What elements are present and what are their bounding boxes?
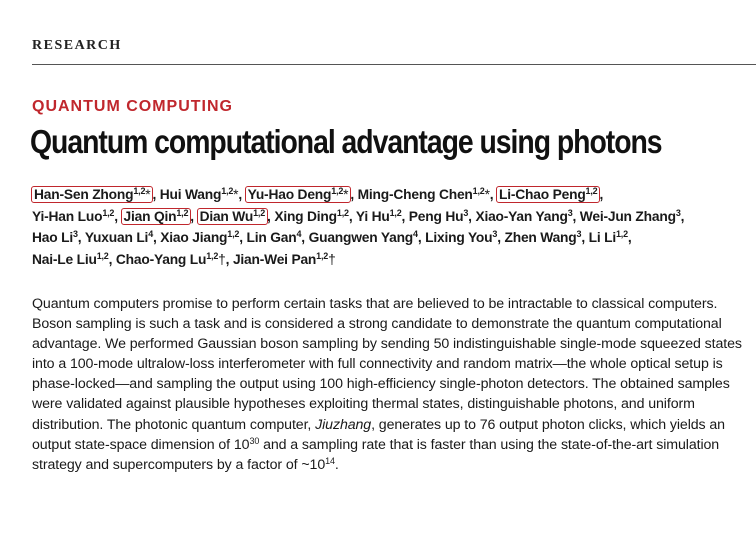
- author-name: [31, 186, 153, 203]
- author-mark: *: [145, 187, 151, 202]
- abstract-text-4: .: [334, 456, 339, 473]
- author-mark: †: [218, 251, 226, 267]
- kicker: QUANTUM COMPUTING: [32, 98, 233, 115]
- author-affiliation: 1,2: [253, 207, 266, 218]
- author-affiliation: 1,2: [331, 186, 344, 196]
- author-name: [233, 252, 336, 267]
- author-name: [409, 209, 468, 224]
- author-affiliation: 1,2: [221, 186, 234, 196]
- author-affiliation: 1,2: [102, 207, 115, 218]
- author-name-text: Ming-Cheng Chen: [357, 187, 473, 202]
- author-name: [121, 208, 192, 225]
- author-affiliation: 4: [296, 229, 302, 239]
- author-name-text: Nai-Le Liu: [32, 251, 97, 267]
- author-name: [589, 230, 628, 245]
- author-name-text: Yu-Hao Deng: [247, 187, 332, 202]
- author-affiliation: 1,2: [389, 207, 402, 218]
- author-name: [496, 186, 600, 203]
- author-name-text: Li-Chao Peng: [499, 187, 586, 202]
- author-affiliation: 3: [492, 229, 498, 239]
- author-name: [425, 230, 497, 245]
- abstract-text-3: and a sampling rate that is faster than using the state-of-the-art simulation strategy and supercomputers by a factor of ~10: [32, 436, 720, 473]
- author-affiliation: 1,2: [316, 250, 329, 261]
- author-affiliation: 3: [576, 229, 582, 239]
- author-name-text: Yi-Han Luo: [32, 208, 103, 224]
- author-name: [160, 187, 239, 202]
- exponent-1: 30: [249, 435, 260, 446]
- author-name-text: Hao Li: [32, 230, 73, 245]
- author-name: [197, 208, 268, 225]
- author-affiliation: 3: [72, 229, 78, 239]
- author-name-text: Yuxuan Li: [84, 230, 149, 245]
- author-name-text: Chao-Yang Lu: [115, 251, 207, 267]
- author-name: [475, 209, 572, 224]
- author-name: [85, 230, 153, 245]
- author-name-text: Zhen Wang: [504, 230, 577, 245]
- author-affiliation: 1,2: [176, 207, 189, 218]
- author-list: Han-Sen Zhong$^{1,2}$* , Hui Wang$^{1,2}$*, Yu-Hao Deng$^{1,2}$* , Ming-Cheng Chen$^{1,2}$*, Li-Chao Peng$^{1,2}$ , Yi-Han Luo$^{1,2}$, Jian Qin$^{1,2}$ , Dian Wu$^{1,2}$ , Xing Ding$^{1,2}$, Yi Hu$^{1,2}$, Peng Hu$^3$, Xiao-Yan Yang$^3$, Wei-Jun Zhang$^3$, Hao Li$^3$, Yuxuan Li$^4$, Xiao Jiang$^{1,2}$, Lin Gan$^4$, Guangwen Yang$^4$, Lixing You$^3$, Zhen Wang$^3$, Li Li$^{1,2}$, Nai-Le Liu$^{1,2}$, Chao-Yang Lu$^{1,2}$†, Jian-Wei Pan$^{1,2}$†: [32, 186, 685, 267]
- author-name-text: Dian Wu: [199, 208, 254, 224]
- author-name: [356, 209, 402, 224]
- author-affiliation: 4: [148, 229, 153, 239]
- author-name: [160, 230, 239, 245]
- author-affiliation: 1,2: [227, 229, 240, 239]
- author-name: [274, 209, 349, 224]
- article-title: Quantum computational advantage using photons: [30, 123, 662, 160]
- author-name-text: Yi Hu: [355, 208, 390, 224]
- author-mark: *: [233, 187, 239, 202]
- author-name-text: Wei-Jun Zhang: [579, 208, 676, 224]
- author-name-text: Peng Hu: [408, 208, 464, 224]
- author-affiliation: 1,2: [615, 229, 628, 239]
- author-name-text: Xiao Jiang: [160, 230, 228, 245]
- author-name-text: Han-Sen Zhong: [34, 187, 134, 202]
- section-rule: [32, 64, 756, 65]
- abstract: [32, 294, 754, 475]
- author-name: [309, 230, 418, 245]
- author-name-text: Hui Wang: [159, 187, 222, 202]
- abstract-text-1: Quantum computers promise to perform certain tasks that are believed to be intractable to classical computers. Boson sampling is such a task and is considered a strong candidate to demonstrate the quantum computational advantage. We performed Gaussian boson sampling by sending 50 indistinguishable single-mode squeezed states into a 100-mode ultralow-loss interferometer with full connectivity and random matrix—the whole optical setup is phase-locked—and sampling the output using 100 high-efficiency single-photon detectors. The obtained samples were validated against plausible hypotheses exploiting thermal states, distinguishable photons, and uniform distribution. The photonic quantum computer,: [32, 296, 742, 433]
- author-name: [116, 252, 226, 267]
- author-name-text: Jian-Wei Pan: [232, 251, 317, 267]
- author-name-text: Xing Ding: [274, 208, 337, 224]
- author-name: [32, 230, 78, 245]
- author-mark: *: [484, 187, 490, 202]
- author-affiliation: 3: [675, 207, 681, 218]
- author-name: [32, 209, 114, 224]
- author-mark: *: [343, 187, 349, 202]
- author-affiliation: 3: [463, 207, 469, 218]
- author-mark: †: [328, 251, 336, 267]
- author-name-text: Li Li: [588, 230, 616, 245]
- system-name: Jiuzhang: [315, 416, 372, 433]
- author-affiliation: 1,2: [133, 186, 146, 196]
- author-affiliation: 1,2: [206, 250, 219, 261]
- section-label: RESEARCH: [32, 38, 122, 53]
- author-name-text: Xiao-Yan Yang: [475, 208, 568, 224]
- author-name: [247, 230, 302, 245]
- author-affiliation: 1,2: [336, 207, 349, 218]
- author-affiliation: 3: [567, 207, 573, 218]
- author-name-text: Lixing You: [425, 230, 493, 245]
- author-affiliation: 1,2: [96, 250, 109, 261]
- author-name-text: Guangwen Yang: [308, 230, 414, 245]
- abstract-text-2: , generates up to 76 output photon clicks, which yields an output state-space dimension of 10: [32, 416, 725, 453]
- exponent-2: 14: [325, 455, 335, 466]
- author-affiliation: 1,2: [585, 186, 598, 196]
- author-name: [245, 186, 352, 203]
- author-name: [580, 209, 681, 224]
- author-name-text: Lin Gan: [246, 230, 297, 245]
- author-name-text: Jian Qin: [123, 208, 177, 224]
- author-name: [504, 230, 581, 245]
- author-name: [358, 187, 490, 202]
- author-affiliation: 1,2: [472, 186, 485, 196]
- author-affiliation: 4: [413, 229, 418, 239]
- author-name: [32, 252, 109, 267]
